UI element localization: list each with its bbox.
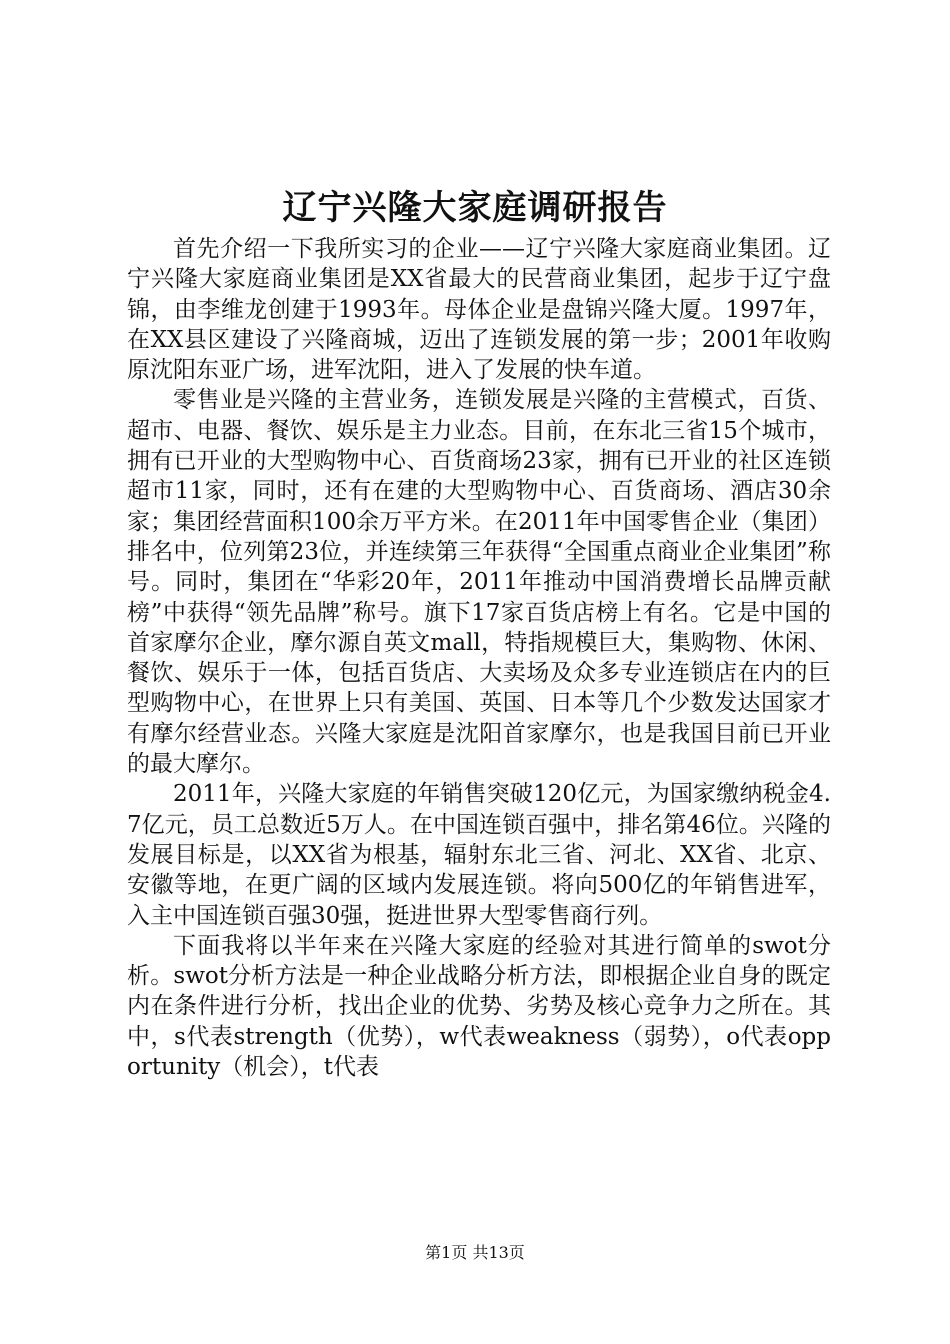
paragraph-retail-business: 零售业是兴隆的主营业务，连锁发展是兴隆的主营模式，百货、超市、电器、餐饮、娱乐是主力业态。目前，在东北三省15个城市，拥有已开业的大型购物中心、百货商场23家，拥有已开业的社区连锁超市11家，同时，还有在建的大型购物中心、百货商场、酒店30余家；集团经营面积100余万平方米。在2011年中国零售企业（集团）排名中，位列第23位，并连续第三年获得“全国重点商业企业集团”称号。同时，集团在“华彩20年，2011年推动中国消费增长品牌贡献榜”中获得“领先品牌”称号。旗下17家百货店榜上有名。它是中国的首家摩尔企业，摩尔源自英文mall，特指规模巨大，集购物、休闲、餐饮、娱乐于一体，包括百货店、大卖场及众多专业连锁店在内的巨型购物中心，在世界上只有美国、英国、日本等几个少数发达国家才有摩尔经营业态。兴隆大家庭是沈阳首家摩尔，也是我国目前已开业的最大摩尔。: [127, 387, 831, 778]
paragraph-sales-goals: 2011年，兴隆大家庭的年销售突破120亿元，为国家缴纳税金4.7亿元，员工总数近5万人。在中国连锁百强中，排名第46位。兴隆的发展目标是，以XX省为根基，辐射东北三省、河北、XX省、北京、安徽等地，在更广阔的区域内发展连锁。将向500亿的年销售进军，入主中国连锁百强30强，挺进世界大型零售商行列。: [127, 781, 831, 929]
paragraph-company-intro: 首先介绍一下我所实习的企业——辽宁兴隆大家庭商业集团。辽宁兴隆大家庭商业集团是XX省最大的民营商业集团，起步于辽宁盘锦，由李维龙创建于1993年。母体企业是盘锦兴隆大厦。1997年，在XX县区建设了兴隆商城，迈出了连锁发展的第一步；2001年收购原沈阳东亚广场，进军沈阳，进入了发展的快车道。: [127, 236, 831, 384]
document-body: [127, 234, 831, 1082]
page-title: 辽宁兴隆大家庭调研报告: [282, 188, 668, 228]
page-footer: 第1页 共13页: [425, 1243, 525, 1262]
paragraph-swot-intro: 下面我将以半年来在兴隆大家庭的经验对其进行简单的swot分析。swot分析方法是一种企业战略分析方法，即根据企业自身的既定内在条件进行分析，找出企业的优势、劣势及核心竞争力之所在。其中，s代表strength（优势），w代表weakness（弱势），o代表opportunity（机会），t代表: [127, 932, 831, 1081]
